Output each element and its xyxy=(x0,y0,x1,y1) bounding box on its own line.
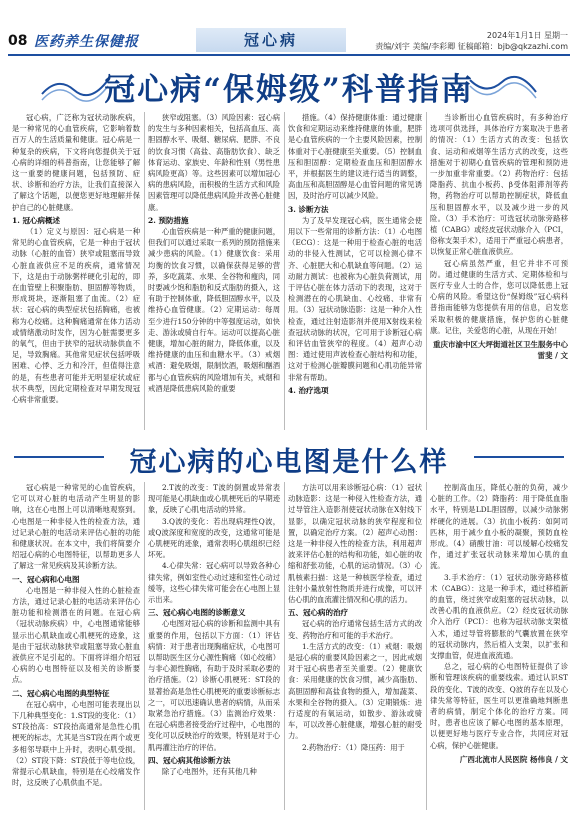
column-divider xyxy=(426,112,427,430)
section-title: 冠心病 xyxy=(196,28,346,52)
column-divider xyxy=(284,482,285,810)
section-heading: 一、冠心病和心电图 xyxy=(12,574,80,584)
author-byline: 重庆市渝中区大坪街道社区卫生服务中心 雷斐 / 文 xyxy=(433,340,568,361)
article1-column-2 xyxy=(148,112,280,430)
section-heading: 五、冠心病的治疗 xyxy=(288,608,348,618)
page-number: 08 xyxy=(8,33,28,49)
issue-meta xyxy=(375,30,568,52)
column-divider xyxy=(284,112,285,430)
article2-column-2 xyxy=(148,482,280,810)
section-heading: 1. 冠心病概述 xyxy=(12,215,60,225)
section-heading: 2. 预防措施 xyxy=(148,215,189,225)
section-heading: 四、冠心病其他诊断方法 xyxy=(148,755,231,765)
article2-headline: 冠心病的心电图是什么样 xyxy=(129,447,449,478)
article1-headline: 冠心病“保姆级”科普指南 xyxy=(104,72,474,108)
section-heading: 三、冠心病心电图的诊断意义 xyxy=(148,608,246,618)
body-paragraph: 3.Q波的变化：若出现病理性Q波，或Q波深度和宽度的改变，这通常可能是心肌梗死的迹象，通常表明心肌组织已经坏死。 xyxy=(148,516,280,560)
body-paragraph: 冠心病的治疗通常包括生活方式的改变、药物治疗和可能的手术治疗。 xyxy=(288,619,422,640)
body-paragraph: 当诊断出心血管疾病时，有多种治疗选项可供选择，具体治疗方案取决于患者的情况：（1）生活方式的改变：包括饮食、运动和戒烟等生活方式的改变，这些措施对于初期心血管疾病的管理和预防进一步加重非常重要。（2）药物治疗：包括降脂药、抗血小板药、β受体阻滞剂等药物，药物治疗可以帮助控制症状，降低血压和胆固醇水平，以及减少进一步的风险。（3）手术治疗：可选冠状动脉旁路移植（CABG）或经皮冠状动脉介入（PCI，俗称支架手术），适用于严重冠心病患者，以恢复正常心脏血液供应。 xyxy=(430,113,568,257)
body-paragraph: 为了及早发现冠心病，医生通常会使用以下一些常用的诊断方法：（1）心电图（ECG）：这是一种用于检查心脏的电活动的非侵入性测试，它可以检测心律不齐、心脏肥大和心肌缺血等问题。（2）运动耐力测试：也被称为心脏负荷测试，用于评估心脏在体力活动下的表现，这对于检测潜在的心肌缺血、心绞痛、非常有用。（3）冠状动脉造影：这是一种介入性检查，通过注射造影剂并使用X射线来检查冠状动脉的状况，它可用于诊断冠心病和评估血管狭窄的程度。（4）超声心动图：通过使用声波检查心脏结构和功能，这对于检测心脏瓣膜问题和心肌功能异常非常有帮助。 xyxy=(288,215,422,382)
editor-credits: 责编/刘宇 美编/李彩卿 征稿邮箱：bjb@qkzazhi.com xyxy=(375,42,568,51)
article1-column-3 xyxy=(288,112,422,430)
article2-column-4 xyxy=(430,482,568,810)
body-paragraph: 心电图对冠心病的诊断和监测中具有重要的作用，包括以下方面：（1）评估病情：对于患者出现胸痛症状，心电图可以帮助医生区分心源性胸痛（如心绞痛）与非心源性胸痛，有助于及时采取必要的治疗措施。（2）诊断心肌梗死：ST段的显著抬高是急性心肌梗死的重要诊断标志之一，可以迅速确认患者的病情，从而采取紧急治疗措施。（3）监测治疗效果：在冠心病患者接受治疗过程中，心电图的变化可以反映治疗的效果，特别是对于心肌再灌注治疗的评估。 xyxy=(148,619,280,752)
body-paragraph: 3.手术治疗：（1）冠状动脉旁路移植术（CABG）：这是一种手术，通过移植新的血管，绕过狭窄或阻塞的冠状动脉，以改善心肌的血液供应。（2）经皮冠状动脉介入治疗（PCI）：也称为冠状动脉支架植入术，通过导管将膨胀的气囊放置在狭窄的冠状动脉内，然后植入支架，以扩张和支撑血管，促进血液流通。 xyxy=(430,572,568,661)
author-byline: 广西北流市人民医院 杨伟良 / 文 xyxy=(459,754,568,764)
section-heading: 3. 诊断方法 xyxy=(288,204,329,214)
body-paragraph: 狭窄或阻塞。（3）风险因素：冠心病的发生与多种因素相关，包括高血压、高胆固醇水平、吸烟、糖尿病、肥胖、不良的饮食习惯（高盐、高脂肪饮食）、缺乏体育运动、家族史、年龄和性别（男性患病风险更高）等。这些因素可以增加冠心病的患病风险，而积极的生活方式和风险因素管理可以降低患病风险并改善心脏健康。 xyxy=(148,113,280,212)
body-paragraph: 在冠心病中，心电图可能表现出以下几种典型变化：1.ST段的变化：（1）ST段抬高：ST段抬高通常是急性心肌梗死的标志，尤其是当ST段在两个或更多相邻导联中上升时，表明心肌受损。（2）ST段下降：ST段低于等电位线，常提示心肌缺血，特别是在心绞痛发作时，这反映了心肌供血不足。 xyxy=(12,699,140,788)
body-paragraph: 冠心病虽然严重，但它并非不可预防。通过健康的生活方式、定期体检和与医疗专业人士的合作，您可以降低患上冠心病的风险。希望这份“保姆级”冠心病科普指南能够为您提供有用的信息，启发您采取积极的健康措施，保护您的心脏健康。记住，关爱您的心脏，从现在开始！ xyxy=(430,258,568,335)
body-paragraph: 控制高血压，降低心脏的负荷，减少心脏的工作。（2）降脂药：用于降低血脂水平，特别是LDL胆固醇，以减少动脉粥样硬化的进展。（3）抗血小板药：如阿司匹林，用于减少血小板的凝聚，预防血栓形成。（4）硝酸甘油：可以缓解心绞痛发作，通过扩张冠状动脉来增加心肌的血流。 xyxy=(430,483,568,571)
column-divider xyxy=(144,112,145,430)
body-paragraph: 总之，冠心病的心电图特征提供了诊断和管理该疾病的重要线索。通过认识ST段的变化、T波的改变、Q波的存在以及心律失常等特征，医生可以更准确地判断患者的病情，制定个体化的治疗方案。同时，患者也应该了解心电图的基本原理，以便更好地与医疗专业合作，共同应对冠心病，保护心脏健康。 xyxy=(430,662,568,750)
body-paragraph: 1.生活方式的改变：（1）戒烟：吸烟是冠心病的重要风险因素之一，因此戒烟对于冠心病患者至关重要。（2）健康饮食：采用健康的饮食习惯，减少高脂肪、高胆固醇和高盐食物的摄入，增加蔬菜、水果和全谷物的摄入。（3）定期锻炼：进行适度的有氧运动，如散步、游泳或骑车，可以改善心脏健康，增强心脏的耐受力。 xyxy=(288,641,422,741)
body-paragraph: 除了心电图外，还有其他几种 xyxy=(162,767,257,777)
newspaper-brand: 医药养生保健报 xyxy=(34,34,139,50)
header-rule xyxy=(8,54,570,56)
column-divider xyxy=(426,482,427,810)
article1-column-1 xyxy=(12,112,140,430)
column-divider xyxy=(144,482,145,810)
body-paragraph: 冠心病，广泛称为冠状动脉疾病，是一种常见的心血管疾病，它影响着数百万人的生活质量和健康。冠心病是一种复杂的疾病，下文将向您提供关于冠心病的详细的科普指南，让您能够了解这一重要的健康问题，包括预防、症状、诊断和治疗方法，让我们直接深入了解这个话题，以便您更好地理解并保护自己的心脏健康。 xyxy=(12,113,140,212)
body-paragraph: 冠心病是一种常见的心血管疾病，它可以对心脏的电活动产生明显的影响，这在心电图上可以清晰地观察到。心电图是一种非侵入性的检查方法，通过记录心脏的电活动来评估心脏的功能和健康状况。在本文中，我们将简要介绍冠心病的心电图特征，以帮助更多人了解这一常见疾病及其诊断方法。 xyxy=(12,483,140,571)
body-paragraph: 方法可以用来诊断冠心病：（1）冠状动脉造影：这是一种侵入性检查方法，通过导管注入造影剂使冠状动脉在X射线下显影，以确定冠状动脉的狭窄程度和位置，以确定治疗方案。（2）超声心动图：这是一种非侵入性的检查方法，利用超声波来评估心脏的结构和功能，如心脏的收缩和舒张功能，心肌的运动情况。（3）心肌核素扫描：这是一种核医学检查，通过注射小量放射性物质并进行成像，可以评估心肌的血流灌注情况和心肌的活力。 xyxy=(288,483,422,605)
body-paragraph: 心血管疾病是一种严重的健康问题，但我们可以通过采取一系列的预防措施来减少患病的风险。（1）健康饮食：采用均衡的饮食习惯，以确保获得足够的营养，多吃蔬菜、水果、全谷物和瘦肉，同时要减少饱和脂肪和反式脂肪的摄入，这有助于控制体重，降低胆固醇水平，以及维持心血管健康。（2）定期运动：每周至少进行150分钟的中等强度运动，如快走、游泳或骑自行车。运动可以提高心脏健康，增加心脏的耐力，降低体重，以及维持健康的血压和血糖水平。（3）戒烟戒酒：避免吸烟，限制饮酒，吸烟和酗酒都与心血管疾病的风险增加有关，戒烟和戒酒是降低患病风险的重要 xyxy=(148,227,280,393)
body-paragraph: 措施。（4）保持健康体重：通过健康饮食和定期运动来维持健康的体重，肥胖是心血管疾病的一个主要风险因素，控制体重对于心脏健康至关重要。（5）控制血压和胆固醇：定期检查血压和胆固醇水平，并根据医生的建议进行适当的调整，高血压和高胆固醇是心血管问题的常见诱因，及时治疗可以减少风险。 xyxy=(288,113,422,201)
body-paragraph: 2.T波的改变：T波的倒置或异常表现可能是心肌缺血或心肌梗死后的早期迹象，反映了心肌电活动的异常。 xyxy=(148,483,280,515)
article2-column-3 xyxy=(288,482,422,810)
body-paragraph: 2.药物治疗：（1）降压药：用于 xyxy=(302,742,405,752)
body-paragraph: 心电图是一种非侵入性的心脏检查方法，通过记录心脏的电活动来评估心脏功能和检测潜在的问题。在冠心病（冠状动脉疾病）中，心电图通常能够显示出心肌缺血或心肌梗死的迹象，这是由于冠状动脉狭窄或阻塞导致心脏血液供应不足引起的。下面将详细介绍冠心病的心电图特征以及相关的诊断要点。 xyxy=(12,585,140,685)
section-heading: 二、冠心病心电图的典型特征 xyxy=(12,688,110,698)
article2-column-1 xyxy=(12,482,140,810)
issue-date: 2024年1月1日 星期一 xyxy=(486,31,568,40)
section-heading: 4. 治疗选项 xyxy=(288,385,329,395)
body-paragraph: 4.心律失常：冠心病可以导致各种心律失常，例如室性心动过速和室性心动过缓等，这些心律失常可能会在心电图上显示出来。 xyxy=(148,561,280,605)
page-header xyxy=(0,0,578,54)
body-paragraph: （1）定义与原因：冠心病是一种常见的心血管疾病，它是一种由于冠状动脉（心脏的血管）狭窄或阻塞而导致心脏血液供应不足的疾病，通常情况下，这是由于动脉粥样硬化引起的，即在血管壁上积聚脂肪、胆固醇等物质，形成斑块，逐渐阻塞了血流。（2）症状：冠心病的典型症状包括胸痛，也被称为心绞痛。这种胸痛通常在体力活动或情绪激动时发作，因为心脏需要更多的氧气，但由于狭窄的冠状动脉供血不足，导致胸痛。其他常见症状包括呼吸困难、心悸、乏力和冷汗，但值得注意的是，有些患者可能并无明显症状或症状不典型，因此定期检查对早期发现冠心病非常重要。 xyxy=(12,227,140,405)
article1-column-4 xyxy=(430,112,568,430)
